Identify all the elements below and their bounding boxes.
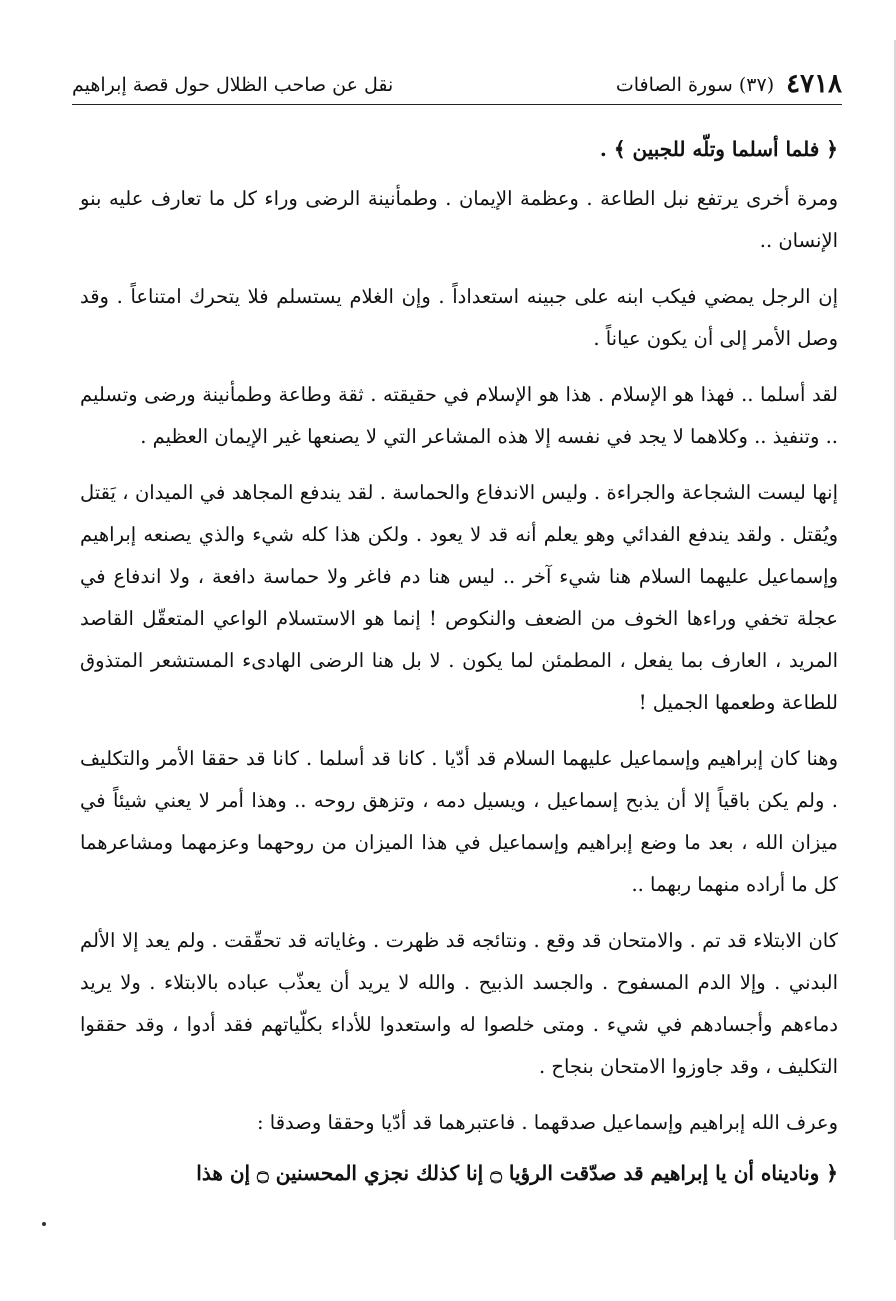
- surah-name: (٣٧) سورة الصافات: [615, 74, 775, 96]
- margin-dot: [42, 1222, 46, 1226]
- paragraph: وهنا كان إبراهيم وإسماعيل عليهما السلام قد أدّيا . كانا قد أسلما . كانا قد حققا الأمر والتكليف . ولم يكن باقياً إلا أن يذبح إسماعيل ، ويسيل دمه ، وتزهق روحه .. وهذا أمر لا يعني شيئاً في ميزان الله ، بعد ما وضع إبراهيم وإسماعيل في هذا الميزان من روحهما وعزمهما ومشاعرهما كل ما أراده منهما ربهما ..: [80, 747, 838, 896]
- paragraph: وعرف الله إبراهيم وإسماعيل صدقهما . فاعتبرهما قد أدّيا وحققا وصدقا :: [257, 1111, 838, 1134]
- paragraph: إنها ليست الشجاعة والجراءة . وليس الاندفاع والحماسة . لقد يندفع المجاهد في الميدان ، يَقتل ويُقتل . ولقد يندفع الفدائي وهو يعلم أنه قد لا يعود . ولكن هذا كله شيء والذي يصنعه إبراهيم وإسماعيل عليهما السلام هنا شيء آخر .. ليس هنا دم فاغر ولا حماسة دافعة ، ولا اندفاع في عجلة تخفي وراءها الخوف من الضعف والنكوص ! إنما هو الاستسلام الواعي المتعقّل القاصد المريد ، العارف بما يفعل ، المطمئن لما يكون . لا بل هنا الرضى الهادىء المستشعر المتذوق للطاعة وطعمها الجميل !: [80, 481, 838, 714]
- paragraph: ومرة أخرى يرتفع نبل الطاعة . وعظمة الإيمان . وطمأنينة الرضى وراء كل ما تعارف عليه بنو الإنسان ..: [80, 187, 838, 252]
- page-number: ٤٧١٨: [786, 69, 842, 99]
- running-title: نقل عن صاحب الظلال حول قصة إبراهيم: [72, 74, 394, 96]
- quran-verse: ﴿ فلما أسلما وتلّه للجبين ﴾ .: [599, 137, 838, 161]
- header-divider: [72, 104, 842, 105]
- paragraph: كان الابتلاء قد تم . والامتحان قد وقع . ونتائجه قد ظهرت . وغاياته قد تحقّقت . ولم يعد إلا الألم البدني . وإلا الدم المسفوح . والجسد الذبيح . والله لا يريد أن يعذّب عباده بالابتلاء . ولا يريد دماءهم وأجسادهم في شيء . ومتى خلصوا له واستعدوا للأداء بكلّياتهم فقد أدوا ، وقد حققوا التكليف ، وقد جاوزوا الامتحان بنجاح .: [80, 929, 839, 1078]
- page-header: [72, 60, 842, 100]
- paragraph: لقد أسلما .. فهذا هو الإسلام . هذا هو الإسلام في حقيقته . ثقة وطاعة وطمأنينة ورضى وتسليم .. وتنفيذ .. وكلاهما لا يجد في نفسه إلا هذه المشاعر التي لا يصنعها غير الإيمان العظيم .: [80, 383, 838, 448]
- header-right: [616, 68, 842, 100]
- quran-verse: ﴿ وناديناه أن يا إبراهيم قد صدّقت الرؤيا ۝ إنا كذلك نجزي المحسنين ۝ إن هذا: [196, 1161, 838, 1185]
- paragraph: إن الرجل يمضي فيكب ابنه على جبينه استعداداً . وإن الغلام يستسلم فلا يتحرك امتناعاً . وقد وصل الأمر إلى أن يكون عياناً .: [80, 285, 838, 350]
- page-body: [80, 128, 838, 1202]
